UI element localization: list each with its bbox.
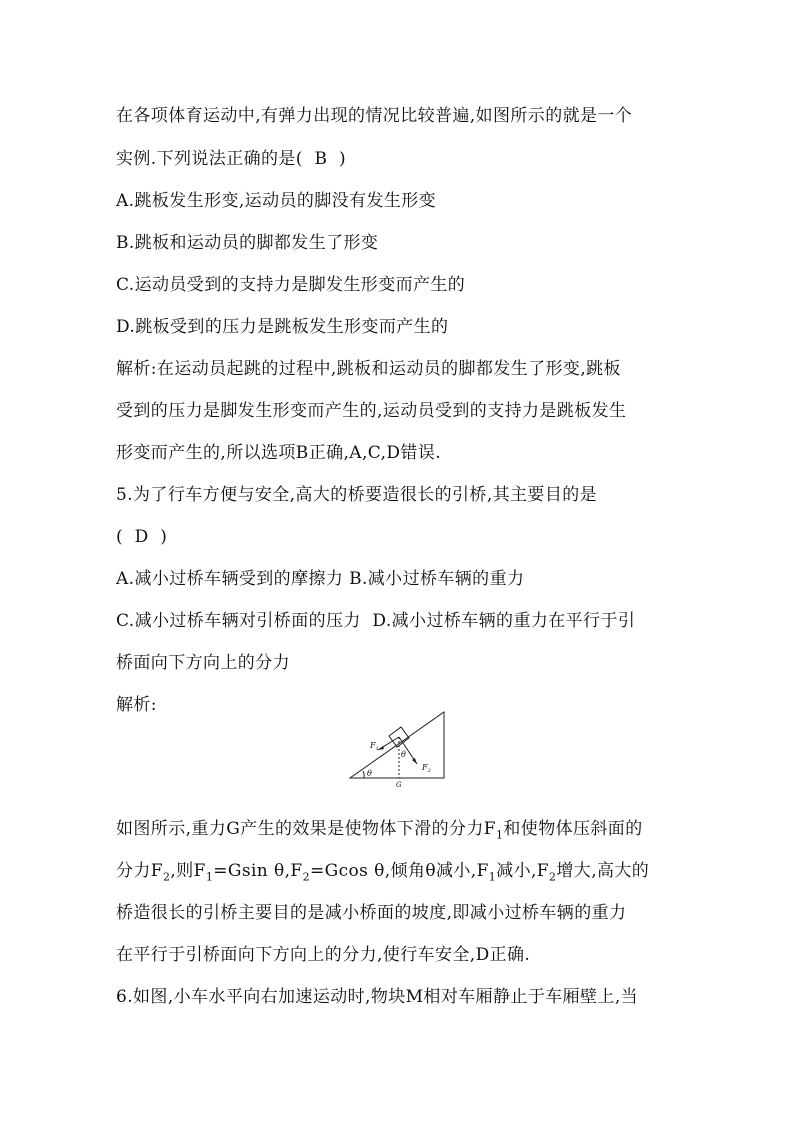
q4-option-c: C.运动员受到的支持力是脚发生形变而产生的 [116, 275, 466, 295]
q5-analysis-label: 解析: [116, 695, 157, 715]
q5-explanation-line-3: 桥造很长的引桥主要目的是减小桥面的坡度,即减小过桥车辆的重力 [116, 903, 627, 923]
q4-option-b: B.跳板和运动员的脚都发生了形变 [116, 233, 379, 253]
label-f1: $F_1$ [370, 741, 379, 752]
label-theta-incline: θ [367, 769, 372, 778]
q5-options-ab: A.减小过桥车辆受到的摩擦力 B.减小过桥车辆的重力 [116, 569, 525, 589]
q6-stem-line-1: 6.如图,小车水平向右加速运动时,物块M相对车厢静止于车厢壁上,当 [116, 987, 639, 1007]
q5-options-cd: C.减小过桥车辆对引桥面的压力 D.减小过桥车辆的重力在平行于引 [116, 611, 636, 631]
q4-stem-line-1: 在各项体育运动中,有弹力出现的情况比较普遍,如图所示的就是一个 [116, 106, 633, 126]
q4-option-a: A.跳板发生形变,运动员的脚没有发生形变 [116, 191, 437, 211]
incline-force-diagram [348, 702, 448, 789]
q5-explanation-line-2: 分力$F_2$,则$F_1=Gsin$ $\theta,F_2=Gcos$ θ,倾角θ减小$,F_1$减小$,F_2$增大,高大的 [116, 861, 650, 884]
label-theta-block: θ [401, 750, 406, 759]
q4-stem-line-2: 实例.下列说法正确的是( B ) [116, 149, 346, 169]
f1-arrowhead [378, 746, 384, 750]
q5-stem-line-2: ( D ) [116, 527, 168, 547]
f2-arrowhead [412, 758, 417, 764]
q4-analysis-line-3: 形变而产生的,所以选项B正确,A,C,D错误. [116, 443, 442, 463]
q5-stem-line-1: 5.为了行车方便与安全,高大的桥要造很长的引桥,其主要目的是 [116, 485, 598, 505]
label-g: G [396, 781, 402, 789]
label-f2: $F_2$ [422, 763, 431, 774]
q4-option-d: D.跳板受到的压力是跳板发生形变而产生的 [116, 317, 449, 337]
angle-arc-incline [363, 771, 364, 778]
q4-analysis-line-1: 解析:在运动员起跳的过程中,跳板和运动员的脚都发生了形变,跳板 [116, 359, 621, 379]
q4-analysis-line-2: 受到的压力是脚发生形变而产生的,运动员受到的支持力是跳板发生 [116, 401, 627, 421]
q5-explanation-line-1: 如图所示,重力G产生的效果是使物体下滑的分力$F_1$和使物体压斜面的 [116, 819, 643, 842]
q5-option-d-continued: 桥面向下方向上的分力 [116, 653, 290, 673]
q5-explanation-line-4: 在平行于引桥面向下方向上的分力,使行车安全,D正确. [116, 945, 531, 965]
